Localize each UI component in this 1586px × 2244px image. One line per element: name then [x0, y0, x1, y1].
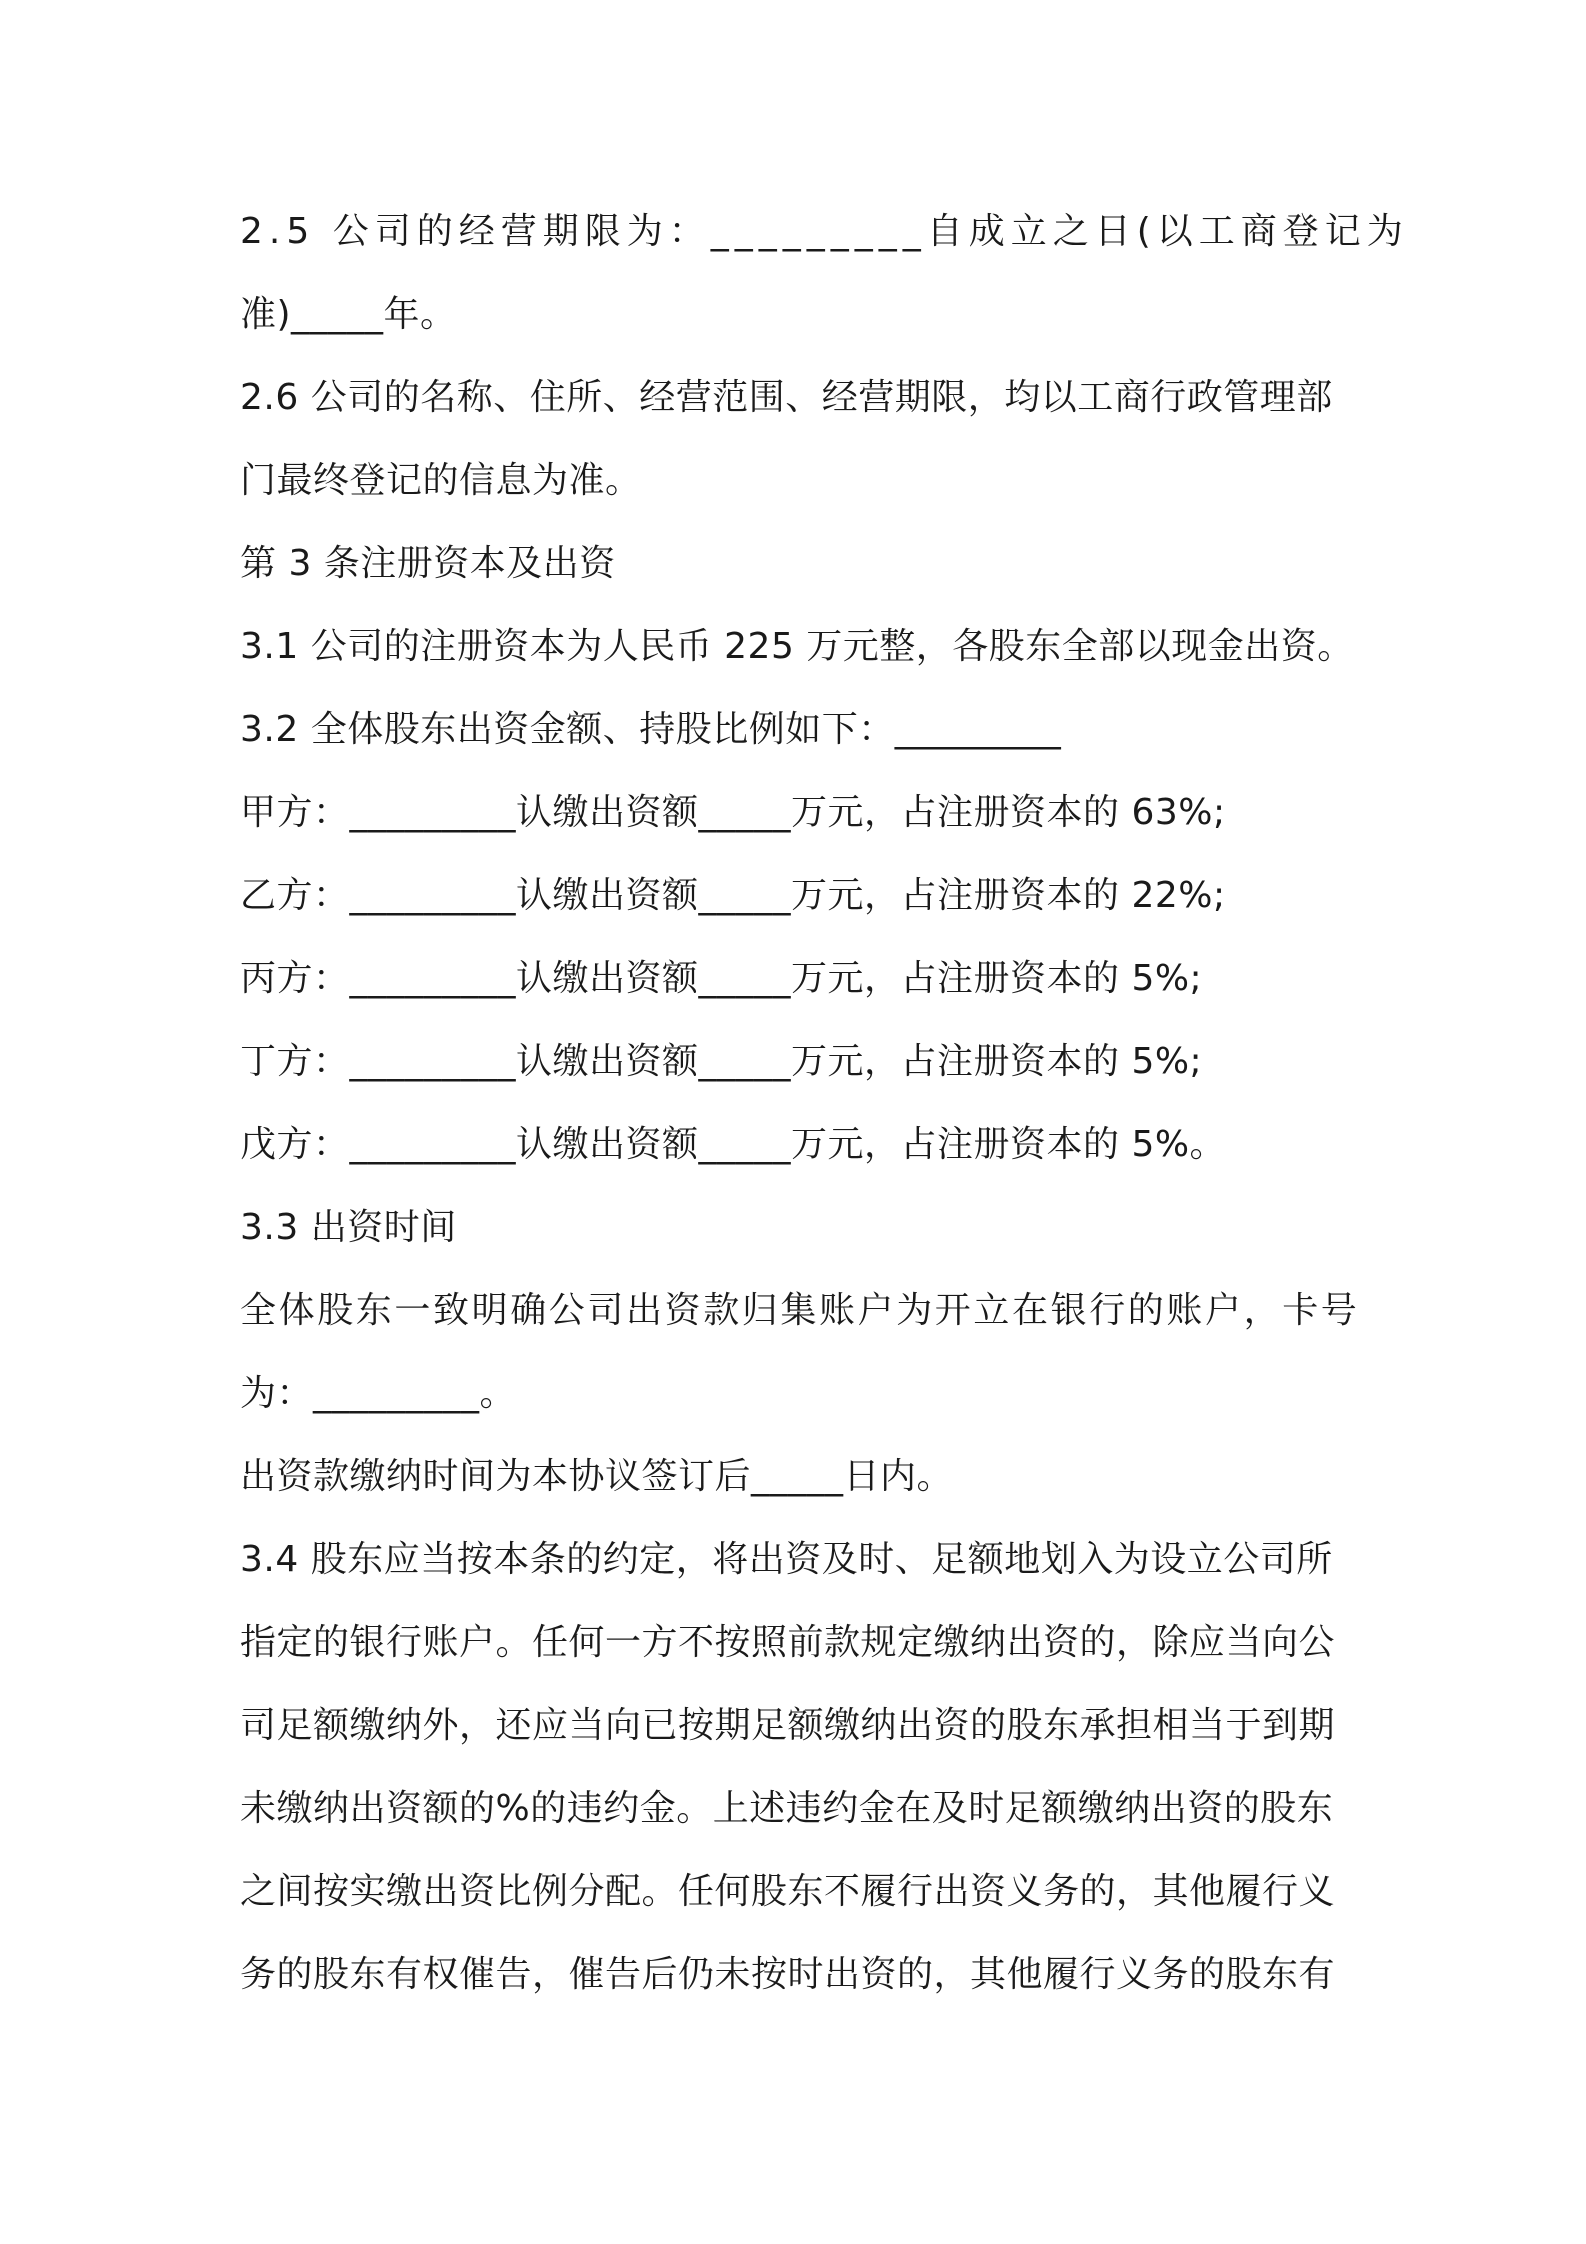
clause-3-3-line-2: 为：_________。: [240, 1373, 517, 1414]
shareholder-ding: 丁方：_________认缴出资额_____万元，占注册资本的 5%;: [240, 1041, 1203, 1082]
clause-3-4-line-6: 务的股东有权催告，催告后仍未按时出资的，其他履行义务的股东有: [240, 1954, 1336, 1995]
clause-3-4-line-2: 指定的银行账户。任何一方不按照前款规定缴纳出资的，除应当向公: [240, 1622, 1336, 1663]
clause-3-4-line-1: 3.4 股东应当按本条的约定，将出资及时、足额地划入为设立公司所: [240, 1539, 1333, 1580]
clause-3-4-line-3: 司足额缴纳外，还应当向已按期足额缴纳出资的股东承担相当于到期: [240, 1705, 1336, 1746]
clause-2-6-line-2: 门最终登记的信息为准。: [240, 460, 642, 501]
document-page: [240, 190, 1409, 2016]
clause-2-6-line-1: 2.6 公司的名称、住所、经营范围、经营期限，均以工商行政管理部: [240, 377, 1333, 418]
shareholder-yi: 乙方：_________认缴出资额_____万元，占注册资本的 22%;: [240, 875, 1226, 916]
clause-3-2: 3.2 全体股东出资金额、持股比例如下：_________: [240, 709, 1062, 750]
clause-3-3-line-1: 全体股东一致明确公司出资款归集账户为开立在银行的账户，卡号: [240, 1290, 1360, 1331]
clause-3-4-line-4: 未缴纳出资额的%的违约金。上述违约金在及时足额缴纳出资的股东: [240, 1788, 1334, 1829]
shareholder-jia: 甲方：_________认缴出资额_____万元，占注册资本的 63%;: [240, 792, 1226, 833]
clause-2-5-line-2: 准)_____年。: [240, 294, 457, 335]
clause-3-3-line-3: 出资款缴纳时间为本协议签订后_____日内。: [240, 1456, 954, 1497]
article-3-heading: 第 3 条注册资本及出资: [240, 543, 616, 584]
clause-3-3-heading: 3.3 出资时间: [240, 1207, 457, 1248]
clause-3-1: 3.1 公司的注册资本为人民币 225 万元整，各股东全部以现金出资。: [240, 626, 1354, 667]
shareholder-wu: 戊方：_________认缴出资额_____万元，占注册资本的 5%。: [240, 1124, 1227, 1165]
clause-2-5-line-1: 2.5 公司的经营期限为：_________自成立之日(以工商登记为: [240, 211, 1409, 252]
shareholder-bing: 丙方：_________认缴出资额_____万元，占注册资本的 5%;: [240, 958, 1203, 999]
clause-3-4-line-5: 之间按实缴出资比例分配。任何股东不履行出资义务的，其他履行义: [240, 1871, 1336, 1912]
